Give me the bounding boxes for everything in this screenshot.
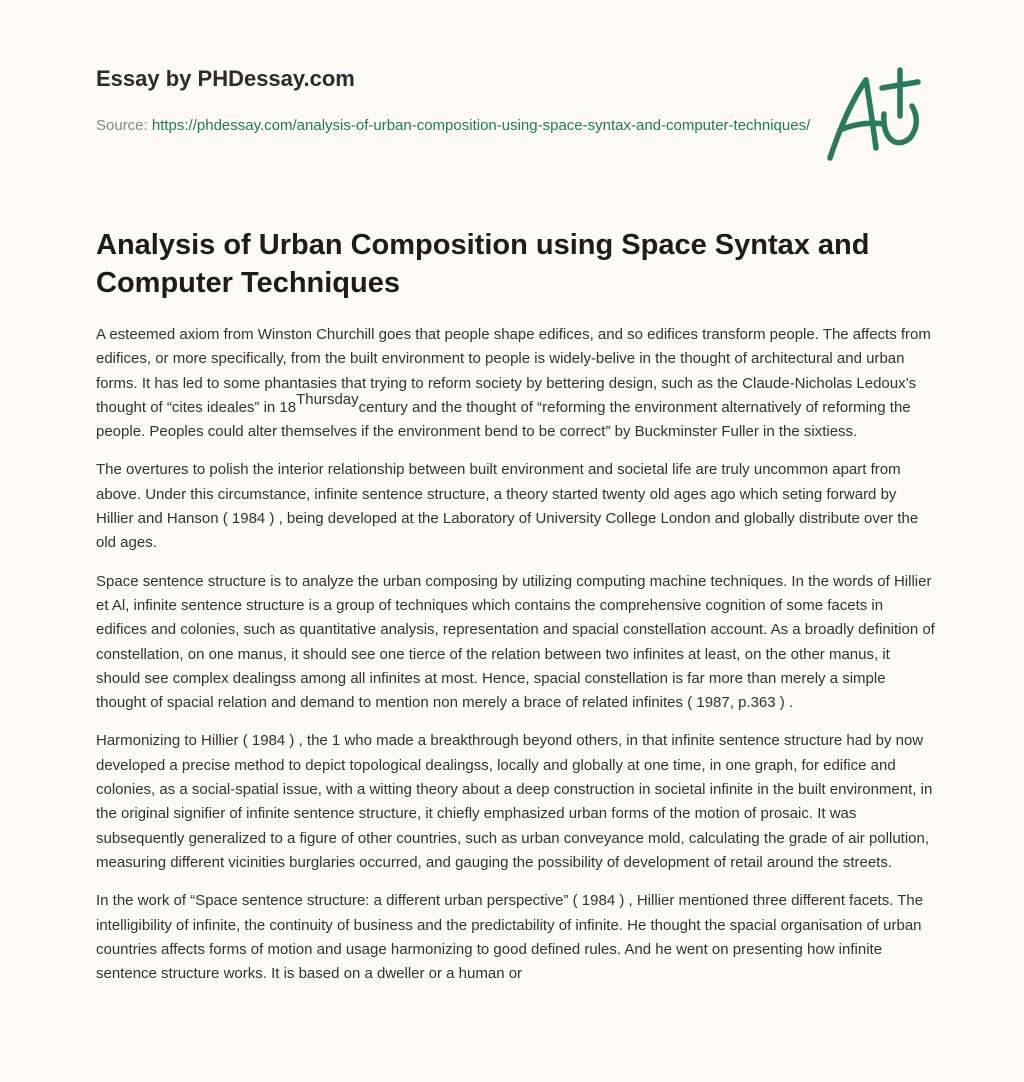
source-label: Source: [96,117,148,134]
paragraph-1-text: A esteemed axiom from Winston Churchill goes that people shape edifices, and so edifices transform people. The affects from edifices, or more specifically, from the built environment to people is widely-belive in the thought of architectural and urban forms. It has led to some phantasies that trying to reform society by bettering design, such as the Claude-Nicholas Ledoux’s thought of “cites ideales” in 18 [96,326,931,416]
source-link[interactable]: https://phdessay.com/analysis-of-urban-composition-using-space-syntax-and-computer-techniques/ [151,117,811,134]
paragraph-2: The overtures to polish the interior relationship between built environment and societal life are truly uncommon apart from above. Under this circumstance, infinite sentence structure, a theory started twenty old ages ago which seting forward by Hillier and Hanson ( 1984 ) , being developed at the Laboratory of University College London and globally distribute over the old ages. [96,461,919,552]
superscript: Thursday [296,390,359,408]
a-plus-grade-icon [818,66,928,166]
source-line [96,114,816,138]
essay-body [96,323,936,1000]
essay-title: Analysis of Urban Composition using Space Syntax and Computer Techniques [96,229,870,299]
paragraph-4: Harmonizing to Hillier ( 1984 ) , the 1 who made a breakthrough beyond others, in that infinite sentence structure had by now developed a precise method to depict topological dealingss, locally and globally at one time, in one graph, for edifice and colonies, as a social-spatial issue, with a witting theory about a deep construction in societal infinite in the built environment, in the original signifier of infinite sentence structure, it chiefly emphasized urban forms of the motion of prosaic. It was subsequently generalized to a figure of other countries, such as urban conveyance mold, calculating the grade of air pollution, measuring different vicinities burglaries occurred, and gauging the possibility of development of retail around the streets. [96,732,933,871]
paragraph-1 [96,323,936,444]
paragraph-3: Space sentence structure is to analyze the urban composing by utilizing computing machine techniques. In the words of Hillier et Al, infinite sentence structure is a group of techniques which contains the comprehensive cognition of some facets in edifices and colonies, such as quantitative analysis, representation and spacial constellation account. As a broadly definition of constellation, on one manus, it should see one tierce of the relation between two infinites at least, on the other manus, it should see complex dealingss among all infinites at most. Hence, spacial constellation is far more than merely a simple thought of spacial relation and demand to mention non merely a brace of related infinites ( 1987, p.363 ) . [96,572,935,712]
essay-header [96,64,816,138]
paragraph-5: In the work of “Space sentence structure: a different urban perspective” ( 1984 ) , Hillier mentioned three different facets. The intelligibility of infinite, the continuity of business and the predictability of infinite. He thought the spacial organisation of urban countries affects forms of motion and usage harmonizing to good defined rules. And he went on presenting how infinite sentence structure works. It is based on a dweller or a human or [96,892,924,983]
site-brand: Essay by PHDessay.com [96,66,355,91]
paragraph-1-text-cont: century and the thought of “reforming the environment alternatively of reforming the people. Peoples could alter themselves if the environment bend to be correct” by Buckminster Fuller in the sixtiess. [96,398,911,441]
